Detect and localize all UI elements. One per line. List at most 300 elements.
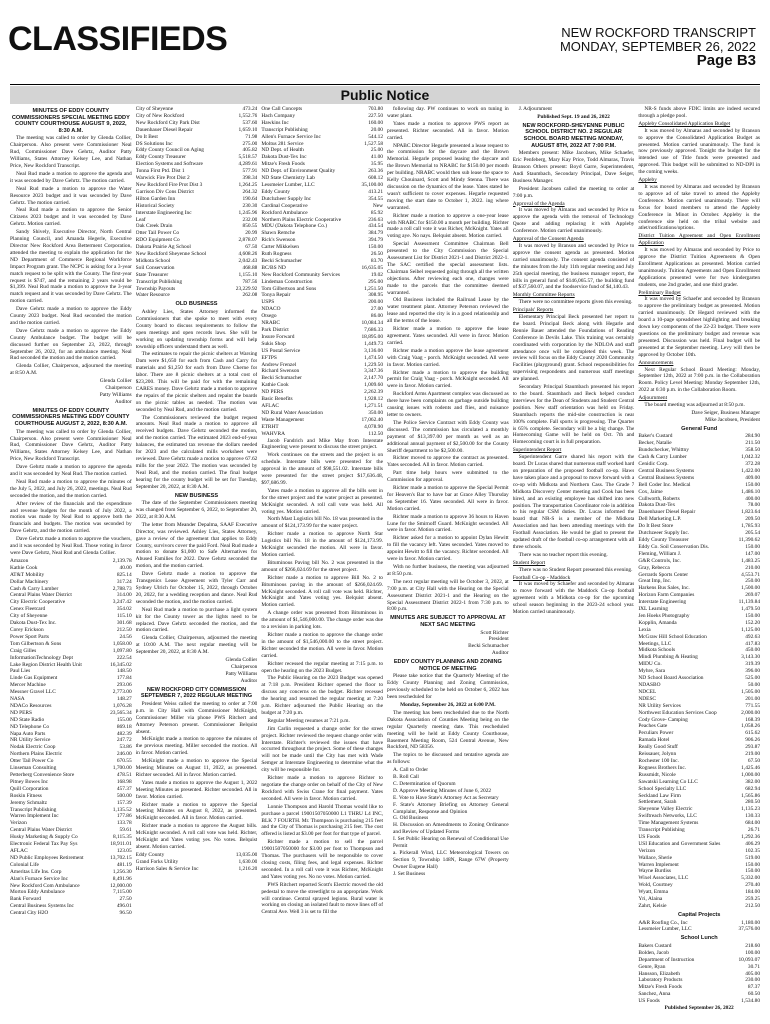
voucher-row (261, 113, 383, 120)
payment-amount: 78.00 (747, 502, 761, 509)
payee-name: Midkota Schools (638, 647, 676, 654)
voucher-row (136, 230, 258, 237)
voucher-row (638, 998, 760, 1005)
voucher-row (10, 793, 132, 800)
payee-name: Otter Tail Power Co (10, 758, 54, 765)
payee-name: Bolden, Jacob (638, 949, 669, 956)
voucher-row (638, 641, 760, 648)
payee-name: Becker, Natalie (638, 440, 672, 447)
page-header (0, 0, 770, 80)
voucher-row (638, 758, 760, 765)
voucher-row (10, 565, 132, 572)
payment-amount: 115.10 (117, 613, 132, 620)
paragraph: Richter made a motion approve the lease agreement with Craig Vaag - porch. McKnight seconded. All were in favor. Motion carried. (387, 347, 509, 368)
payment-amount: 608.12 (368, 175, 384, 182)
payment-amount: 394.79 (368, 237, 384, 244)
payee-name: Sheyenne Valley Electric (638, 806, 693, 813)
paragraph: Please take notice that the Quarterly Meeting of the Eddy County Planning and Zoning Commission, previously scheduled to be held on October 6, 2022 has been rescheduled for (387, 673, 509, 701)
payment-amount: 434.54 (368, 223, 384, 230)
payment-amount: 71.98 (245, 133, 258, 140)
voucher-row (10, 668, 132, 675)
payee-name: Historical Society (135, 202, 175, 209)
payee-name: Lessmeier Lumber, LLC (261, 181, 315, 188)
voucher-row (638, 855, 760, 862)
voucher-row (10, 579, 132, 586)
paragraph: Richter made a motion to sell the parcel 19001507050000 for $3.00 per foot to Thompson and Thomas. The purchasers will be responsible to cover closing costs, filing fees, and legal expenses. Richter seconded. In a roll call vote it was Richter, McKnight and Yates voting yes. No no votes. Motion carried. (261, 839, 384, 880)
public-notice-banner: Public Notice (10, 86, 760, 104)
voucher-row (10, 807, 132, 814)
voucher-row (261, 292, 383, 299)
payee-name: Hilton Garden Inn (135, 195, 176, 202)
payment-amount: 13,702.15 (110, 854, 132, 861)
voucher-row (638, 482, 760, 489)
payment-amount: 406.29 (745, 840, 761, 847)
payee-name: Water Resource (135, 292, 170, 299)
voucher-row (638, 447, 760, 454)
paragraph: following day. PW continues to work on tuning in water plant. (387, 106, 509, 119)
agenda-item: C. Determination of Quorum (393, 780, 456, 787)
payment-amount: 212.50 (116, 626, 132, 633)
voucher-row (10, 613, 132, 620)
payment-amount: 11,139.84 (738, 599, 761, 606)
payment-amount: 308.95 (368, 292, 384, 299)
payee-name: Eddy County Council on Aging (135, 147, 204, 154)
voucher-row (136, 258, 258, 265)
payee-name: NDACo Resources (10, 702, 52, 709)
paragraph: Part time help hours were submitted to the Commission for approval. (387, 470, 509, 484)
payee-name: Central Plains Water District (10, 827, 72, 834)
payee-name: Harrison Sales & Service Inc (135, 865, 199, 872)
voucher-row (261, 237, 383, 244)
paragraph: Elementary Principal Beck presented her report to the board. Principal Beck along with Hegarle and Rennie Bauer attended the Foundations of Reading Conference in Devils Lake. This training was certainly coordinated with corporation by the NDLOA and staff attendance once will be completed this week. The review will focus on the Eddy County 2020 Community Facilities (playground) grant. School responsibilities for supervising respondents and numerous staff meetings are planned. (512, 314, 635, 383)
payment-amount: 262.08 (242, 292, 258, 299)
voucher-row (261, 327, 383, 334)
payment-amount: 2,000.00 (741, 709, 761, 716)
payee-name: RDO Equipment Co (135, 237, 180, 244)
payment-amount: 1,229.50 (364, 361, 384, 368)
payee-name: MDU (Dakota Telephone Co.) (261, 223, 328, 230)
notice-heading: NEW ROCKFORD CITY COMMISSION SEPTEMBER 7, 2022 REGULAR MEETING (140, 686, 253, 700)
payment-amount: 150.00 (745, 481, 761, 488)
voucher-row (10, 675, 132, 682)
voucher-row (638, 606, 760, 613)
voucher-row (261, 265, 383, 272)
voucher-row (638, 661, 760, 668)
subheading: Appleby Consolidated Application Budget (638, 120, 731, 127)
paragraph: Rockford Arms Apartment complex was discussed as there have been complaints on garbage outside building causing issues with rodents and flies, and nuisance letter to owners. (387, 391, 509, 418)
payee-name: Becki Schumacher (261, 257, 302, 264)
payee-name: Cullworth, Roberts (638, 495, 680, 502)
voucher-row (10, 800, 132, 807)
payment-amount: 230.00 (745, 977, 761, 984)
payee-name: Dakota Prairie Ag School (135, 244, 191, 251)
voucher-row (638, 516, 760, 523)
subheading: Superintendent Report (512, 447, 562, 454)
voucher-row (261, 154, 383, 161)
notice-heading: OLD BUSINESS (175, 301, 218, 308)
paragraph: Regular Meeting resumes at 7:21 p.m. (267, 717, 350, 724)
payment-amount: 384.79 (368, 230, 384, 237)
payee-name: ND Rural Water Association (261, 409, 323, 416)
paragraph: Richter made a motion to approve a one-year lease with NRABC for $150.00 a month per building. Richter made a roll call vote it was Richer, McKnight. Yates all voting aye. No nays. Belquist absent. Motion carried. (387, 212, 509, 240)
payee-name: New Rockford City Park Dist (135, 119, 200, 126)
payee-name: Wayne Burdiss (638, 868, 672, 875)
voucher-row (638, 710, 760, 717)
notice-heading: MINUTES OF EDDY COUNTY COMMISSIONERS SPECIAL MEETING EDDY COUNTY COURTHOUSE AUGUST 9, 2022, 8:30 A.M. (11, 108, 130, 134)
payment-amount: 155.00 (116, 716, 132, 723)
payee-name: Ramada Hotel (638, 737, 670, 744)
payee-name: Lexia (638, 626, 651, 633)
payment-amount: 26.50 (370, 251, 384, 258)
voucher-row (261, 272, 383, 279)
voucher-row (10, 786, 132, 793)
paragraph: Richter made a motion to approve 36 hours to Haven Lune for the Smirnoff Guard. McKnight seconded. All were in favor. Motion carried. (387, 513, 509, 534)
payment-amount: 160.00 (368, 119, 384, 126)
voucher-row (261, 362, 383, 369)
payee-name: Kopplin, Amanda (638, 619, 677, 626)
voucher-row (261, 189, 383, 196)
payment-amount: 168.98 (116, 778, 132, 785)
voucher-row (638, 717, 760, 724)
payment-amount: 4,553.71 (741, 571, 761, 578)
payee-name: Central Plains Water District (10, 592, 72, 599)
paragraph: Yates made a motion to approve PWS report as presented. Richter seconded. All in favor. Motion carried. (387, 120, 509, 141)
payee-name: Park District (261, 327, 289, 333)
payee-name: Dollar Machinery (10, 578, 49, 585)
payment-amount: 400.00 (745, 495, 761, 502)
payment-amount: 280.50 (745, 799, 761, 806)
paragraph: With no further business, the meeting was adjourned at 8:50 p.m. (387, 564, 509, 577)
payment-amount: 247.72 (116, 737, 132, 744)
payment-amount: 59.61 (119, 827, 132, 834)
payment-amount: 150.00 (745, 612, 761, 619)
voucher-row (136, 175, 258, 182)
payment-amount: 2,878.07 (238, 237, 258, 244)
paragraph: It was moved by Schaefer and seconded by Branson to approve the preliminary budget as presented. Motion carried unanimously. Dr Hegard reviewed with the board a 10-page spreadsheet highlighting and breaking down key components of the 22-23 budget. There were questions on the preliminary budget and revenue was presented. Discussion was held. Final budget will be presented at the September meeting. Levy will then be approved by October 10th. (638, 296, 761, 358)
paragraph: The Police Service Contract with Eddy County was discussed. The commission has circulated a monthly payment of $13,397.00 per month as well as an additional annual payment of $2,500.00 for the County Sheriff department to be $2,500.00. (387, 419, 509, 454)
voucher-row (638, 551, 760, 558)
voucher-row (10, 627, 132, 634)
voucher-row (638, 950, 760, 957)
payee-name: Cash & Carry Lumber (638, 454, 687, 461)
payment-amount: 1,534.80 (741, 998, 761, 1005)
voucher-row (638, 572, 760, 579)
payee-name: NDCEL (638, 688, 657, 695)
payee-name: City of Sheyenne (10, 613, 48, 620)
paragraph: The Commissioners reviewed the budget request amounts. Neal Rud made a motion to approve all received budgets. Dave Gehrtz seconded the motion, and the motion carried. The estimated 2023 end-of-year balances, the estimated tax revenue the dollars needed for 2023 and the calculated mills worksheet were reviewed. Dave Gehrtz made a motion to approve 67.62 mills for the year 2022. The motion was seconded by Neal Rud, and the motion carried. The final budget hearing for the county budget will be set for Tuesday, September 20, 2022, at 8:30 A.M. (135, 414, 258, 490)
voucher-row (638, 696, 760, 703)
subheading: Preliminary Budget (638, 289, 681, 296)
payee-name: Dakota Dust-Tex Inc (261, 154, 307, 161)
voucher-row (638, 920, 760, 927)
payment-amount: 319.39 (745, 661, 761, 668)
voucher-row (638, 896, 760, 903)
payment-amount: 1,245.96 (238, 209, 258, 216)
payment-amount: 147.00 (745, 550, 761, 557)
voucher-row (261, 196, 383, 203)
voucher-row (10, 696, 132, 703)
voucher-row (261, 341, 383, 348)
voucher-row (638, 875, 760, 882)
voucher-row (136, 196, 258, 203)
voucher-row (638, 620, 760, 627)
paragraph: Members present: Mike Jacobsen, Mike Schaefer, Eric Penfeberg, Mary Kay Price, Todd Almaras, Travis Branson Others present: Boyd Garre, Superintendent, Andi Staumbach, Secondary Principal, Dave Seiger, Business Manager. (512, 150, 635, 184)
voucher-row (638, 565, 760, 572)
voucher-row (638, 703, 760, 710)
payee-name: ND PERS (261, 389, 284, 396)
payment-amount: 2,773.00 (112, 689, 132, 696)
payee-name: New Rockford Sheyenne School (135, 251, 207, 258)
payee-name: AT&T Mobility (10, 571, 45, 578)
payment-amount: 544.12 (368, 133, 384, 140)
notice-heading: NEW BUSINESS (174, 492, 219, 499)
voucher-row (261, 210, 383, 217)
voucher-row (638, 675, 760, 682)
paragraph: Dave Gehrtz made a motion to approve the agenda and it was seconded by Neal Rud. The motion carried. (10, 464, 132, 478)
payee-name: Soil Conservation (135, 264, 175, 271)
paragraph: Richter made a motion to approve the Special Permit for Heaven's Bar to have bar at Grace Alley Thursday on September 16. Yates seconded. All were in favor. Motion carried. (387, 485, 509, 512)
voucher-row (10, 689, 132, 696)
payment-amount: 227.50 (368, 112, 384, 119)
voucher-list (638, 433, 760, 910)
payee-name: Napa Auto Parts (10, 730, 46, 737)
payee-name: Warwick Fire Prot Dist 2 (135, 175, 190, 182)
paper-name: NEW ROCKFORD TRANSCRIPT (561, 25, 756, 40)
payment-amount: 23,565.34 (110, 709, 132, 716)
payee-name: Dauenhauer Diesel Repair (638, 509, 696, 516)
payment-amount: 112.50 (368, 430, 384, 437)
voucher-row (10, 869, 132, 876)
voucher-row (10, 599, 132, 606)
payee-name: Harkens Bus Sales, Inc. (638, 585, 690, 592)
payment-amount: 35.95 (370, 161, 384, 168)
payment-amount: 201.00 (745, 695, 761, 702)
payment-amount: 3,136.00 (364, 347, 384, 354)
paragraph: The letter from Meander Depalma, SAAF Executive Director, was reviewed. Ashley Lies, States Attorney, gave a review of the agreement that applies to Eddy County, survivors cover the paid Ford. Neal Rud made a motion to donate $1,000 to Safe Alternatives for Abused Families for 2022. Dave Gehrtz seconded the motion, and the motion carried. (135, 521, 258, 570)
payment-amount: 398.34 (242, 175, 258, 182)
payment-amount: 1,125.00 (741, 626, 761, 633)
notice-heading: NEW ROCKFORD-SHEYENNE PUBLIC SCHOOL DISTRICT NO. 2 REGULAR SCHOOL BOARD MEETING MONDAY, AUGUST 8TH, 2022 AT 7:00 P.M. (522, 122, 625, 149)
payment-amount: 168.39 (745, 716, 761, 723)
column-4 (387, 106, 509, 1016)
voucher-row (261, 279, 383, 286)
payment-amount: 269.07 (745, 592, 761, 599)
payment-amount: 1,552.76 (238, 112, 258, 119)
payment-amount: 468.88 (242, 264, 258, 271)
payee-name: Cody Grove- Camping (638, 716, 688, 723)
payee-name: City of Sheyenne (135, 106, 174, 112)
payment-amount: 1,700.00 (112, 765, 132, 772)
payment-amount: 2,788.73 (112, 585, 132, 592)
paragraph: There was no teacher report this evening. (518, 551, 608, 558)
payee-name: Transcript Publishing (261, 126, 308, 133)
payment-amount: 396.00 (745, 668, 761, 675)
voucher-row (638, 509, 760, 516)
notice-heading: MINUTES OF EDDY COUNTY COMMISSIONERS MEETING EDDY COUNTY COURTHOUSE AUGUST 2, 2022, 8:30 A.M. (12, 407, 130, 427)
payee-name: Warren Implement (638, 861, 679, 868)
payment-amount: 284.90 (745, 433, 761, 440)
payee-name: One Call Concepts (261, 106, 303, 112)
agenda-item: I. Set Public Hearing on Renewal of Conditional Use Permit (393, 836, 509, 850)
payment-amount: 27.50 (119, 896, 132, 903)
voucher-row (638, 751, 760, 758)
payment-amount: 10,093.07 (738, 956, 761, 963)
voucher-row (261, 127, 383, 134)
payment-amount: 1,256.30 (112, 868, 132, 875)
payment-amount: 12,000.00 (110, 882, 132, 889)
voucher-row (10, 558, 132, 565)
payment-amount: 23,229.92 (235, 285, 258, 292)
voucher-row (136, 134, 258, 141)
paragraph: Richter made a motion to approve the Special Meeting Minutes on August 8, 2022, as presented. McKnight seconded. All in favor. Motion carried. (135, 801, 258, 822)
voucher-row (10, 655, 132, 662)
voucher-row (261, 244, 383, 251)
voucher-row (261, 355, 383, 362)
payment-amount: 615.62 (745, 730, 761, 737)
payment-amount: 5,518.57 (238, 154, 258, 161)
published-line: Published Sept. 19 and 26, 2022 (537, 113, 610, 120)
payment-amount: 148.50 (116, 668, 132, 675)
notice-heading: School Lunch (680, 935, 718, 942)
payee-name: Allen's Furnace Service Inc (261, 133, 321, 140)
voucher-row (261, 168, 383, 175)
paragraph: Yates made a motion to approve all the bills sent in for the street project and the water project as presented. McKnight seconded. A roll call vote was held. All voting yes. Motion carried. (261, 487, 384, 515)
payee-name: MIDU Co. (638, 661, 662, 668)
payee-name: Insure Forward (261, 333, 295, 340)
voucher-row (10, 813, 132, 820)
payee-name: Bank Forward (10, 896, 41, 903)
signature-block: Glenda Collier Chairperson Patty Williams Auditor (99, 378, 132, 405)
voucher-row (638, 599, 760, 606)
payee-name: Peculiars Power (638, 730, 674, 737)
voucher-row (10, 862, 132, 869)
paragraph: J. Adjournment (518, 106, 552, 112)
voucher-row (261, 306, 383, 313)
payment-amount: 1,823.64 (741, 509, 761, 516)
payee-name: Ameritas Life Ins. Corp (10, 868, 62, 875)
voucher-row (261, 175, 383, 182)
payee-name: Dakota Dust-Tex (638, 502, 676, 509)
payment-amount: 27.00 (370, 306, 384, 313)
payee-name: ND State Chemistry Lab (261, 175, 315, 182)
voucher-row (261, 382, 383, 389)
payee-name: Sawatski Learning Co LLC (638, 778, 698, 785)
payee-name: Warren Implement Inc (10, 813, 59, 820)
subheading: Approval of the Consent Agenda (512, 236, 584, 243)
voucher-row (638, 882, 760, 889)
notice-heading: General Fund (681, 425, 718, 432)
payee-name: Myhre, Sara (638, 668, 666, 675)
paragraph: A change order was presented from Bituminous in the amount of $1,546,000.00. The change order was due to a revision in parking lots. (261, 610, 384, 631)
paragraph: Neal Rud made a motion to approve the minutes of the July 5, 2022, and July 26, 2022, meetings. Neal Rud seconded the motion, and the motion carried. (10, 478, 132, 499)
payee-name: New Rockford Community Services (261, 271, 340, 278)
voucher-row (261, 182, 383, 189)
payment-amount: 1,630.00 (238, 858, 258, 865)
voucher-row (136, 272, 258, 279)
voucher-row (10, 703, 132, 710)
agenda-item: a. Pickerall Wind, LLC Meteorological Towers on Section 9, Township 148N, Range 67W (Property Owner Eugene Hall) (393, 850, 509, 870)
payee-name: Petterberg Convenience Store (10, 772, 75, 778)
payment-amount: 246.00 (116, 751, 132, 758)
payment-amount: 123.05 (116, 847, 132, 854)
payee-name: Genre, Ryan (638, 963, 666, 970)
payee-name: Mindi Plumbing & Heating (638, 654, 698, 661)
voucher-row (638, 723, 760, 730)
payment-amount: 177.84 (116, 675, 132, 682)
payment-amount: 1,180.00 (741, 919, 761, 926)
voucher-row (10, 620, 132, 627)
agenda-item: F. State's Attorney Briefing on Attorney General Complaint, Response and Opinion (393, 801, 509, 815)
paragraph: North Mast Logistics bill No. 18 was presented in the amount of $124,173.99 for the water project. (261, 516, 384, 530)
payment-amount: 210.00 (745, 564, 761, 571)
voucher-row (638, 468, 760, 475)
payment-amount: 53.86 (119, 744, 132, 751)
payment-amount: 222.54 (116, 654, 132, 661)
payee-name: School Specialty LLC (638, 785, 687, 792)
voucher-row (261, 313, 383, 320)
payee-name: Eddy County (135, 851, 165, 858)
voucher-row (638, 793, 760, 800)
voucher-row (638, 957, 760, 964)
payee-name: Rochester 100 Inc. (638, 757, 679, 764)
voucher-list (136, 106, 258, 299)
payment-amount: 24.56 (119, 633, 132, 640)
voucher-row (10, 883, 132, 890)
payee-name: Andrew Frenzel (261, 361, 297, 368)
payment-amount: 11,390.62 (738, 536, 761, 543)
payee-name: Really Good Stuff (638, 744, 678, 751)
voucher-row (136, 127, 258, 134)
voucher-row (638, 971, 760, 978)
column-1 (10, 106, 132, 1016)
payee-name: City of New Rockford (135, 112, 185, 119)
voucher-row (10, 724, 132, 731)
payment-amount: 264.32 (242, 188, 258, 195)
payment-amount: 219.00 (745, 751, 761, 758)
paragraph: The Public Hearing on the 2023 Budget was opened at 7:18 p.m. President Richter opened the floor to discuss any concerns on the budget. Richter recessed the hearing and resumed the regular meeting at 7:20 p.m. Richter adjourned the Public Hearing on the budget at 7:20 p.m. (261, 675, 384, 716)
paragraph: Bituminous Paving bill No. 2 was presented in the amount of $266,024.69 for the street project. (261, 559, 384, 573)
payment-amount: 184.00 (745, 889, 761, 896)
issue-date: MONDAY, SEPTEMBER 26, 2022 (559, 39, 756, 54)
paragraph: Work continues on the streets and the project is on schedule. Interstate bills were presented for the approval in the amount of $98,551.02. Interstate bills were presented for the street project $17,636.48, $97,686.99. (261, 452, 384, 486)
voucher-row (261, 147, 383, 154)
payee-name: Quill Corporation (10, 785, 49, 792)
payee-name: Dell Marketing L.P. (638, 516, 682, 523)
payment-amount: 86.00 (370, 313, 384, 320)
payment-amount: 67.50 (245, 244, 258, 251)
payee-name: Moltus 281 Service (261, 140, 304, 147)
paragraph: The board meeting was adjourned at 8:50 p.m. (644, 402, 745, 409)
voucher-row (10, 841, 132, 848)
payee-name: Cox, Jaime (638, 488, 663, 495)
paragraph: Neal Rud made a motion to approve the agenda and it was seconded by Dave Gehrtz. The motion carried. (10, 170, 132, 184)
paragraph: Neal Rud made a motion to approve the Water Resource 2023 budget and it was seconded by Dave Gehrtz. The motion carried. (10, 185, 132, 206)
payee-name: Transcript Publishing (10, 806, 57, 813)
payment-amount: 177.86 (116, 813, 132, 820)
payee-name: Cash & Carry Lumber (10, 585, 59, 592)
paragraph: It was moved by Almaras and seconded by Price to approve the District Tuition Agreements & Open Enrollment Applications as presented. Motion carried unanimously. Tuition Agreements and Open Enrollment Applications presented were for two kindergarten students, one 2nd grader, and one third grader. (638, 247, 761, 288)
payment-amount: 20.00 (370, 126, 384, 133)
voucher-row (638, 592, 760, 599)
payee-name: Rockford Ambulance (261, 209, 308, 216)
payment-amount: 1,009.60 (364, 382, 384, 389)
paragraph: Richter recessed the regular meeting at 7:15 p.m. to open the hearing on the 2023 Budget. (261, 660, 384, 674)
payment-amount: 492.63 (745, 633, 761, 640)
payment-amount: 8,115.35 (113, 834, 132, 841)
signature-block: Dave Seiger, Business Manager Mike Jacobsen, President (691, 409, 761, 423)
voucher-row (136, 141, 258, 148)
payee-name: Horizon Farm Companies (638, 592, 695, 599)
